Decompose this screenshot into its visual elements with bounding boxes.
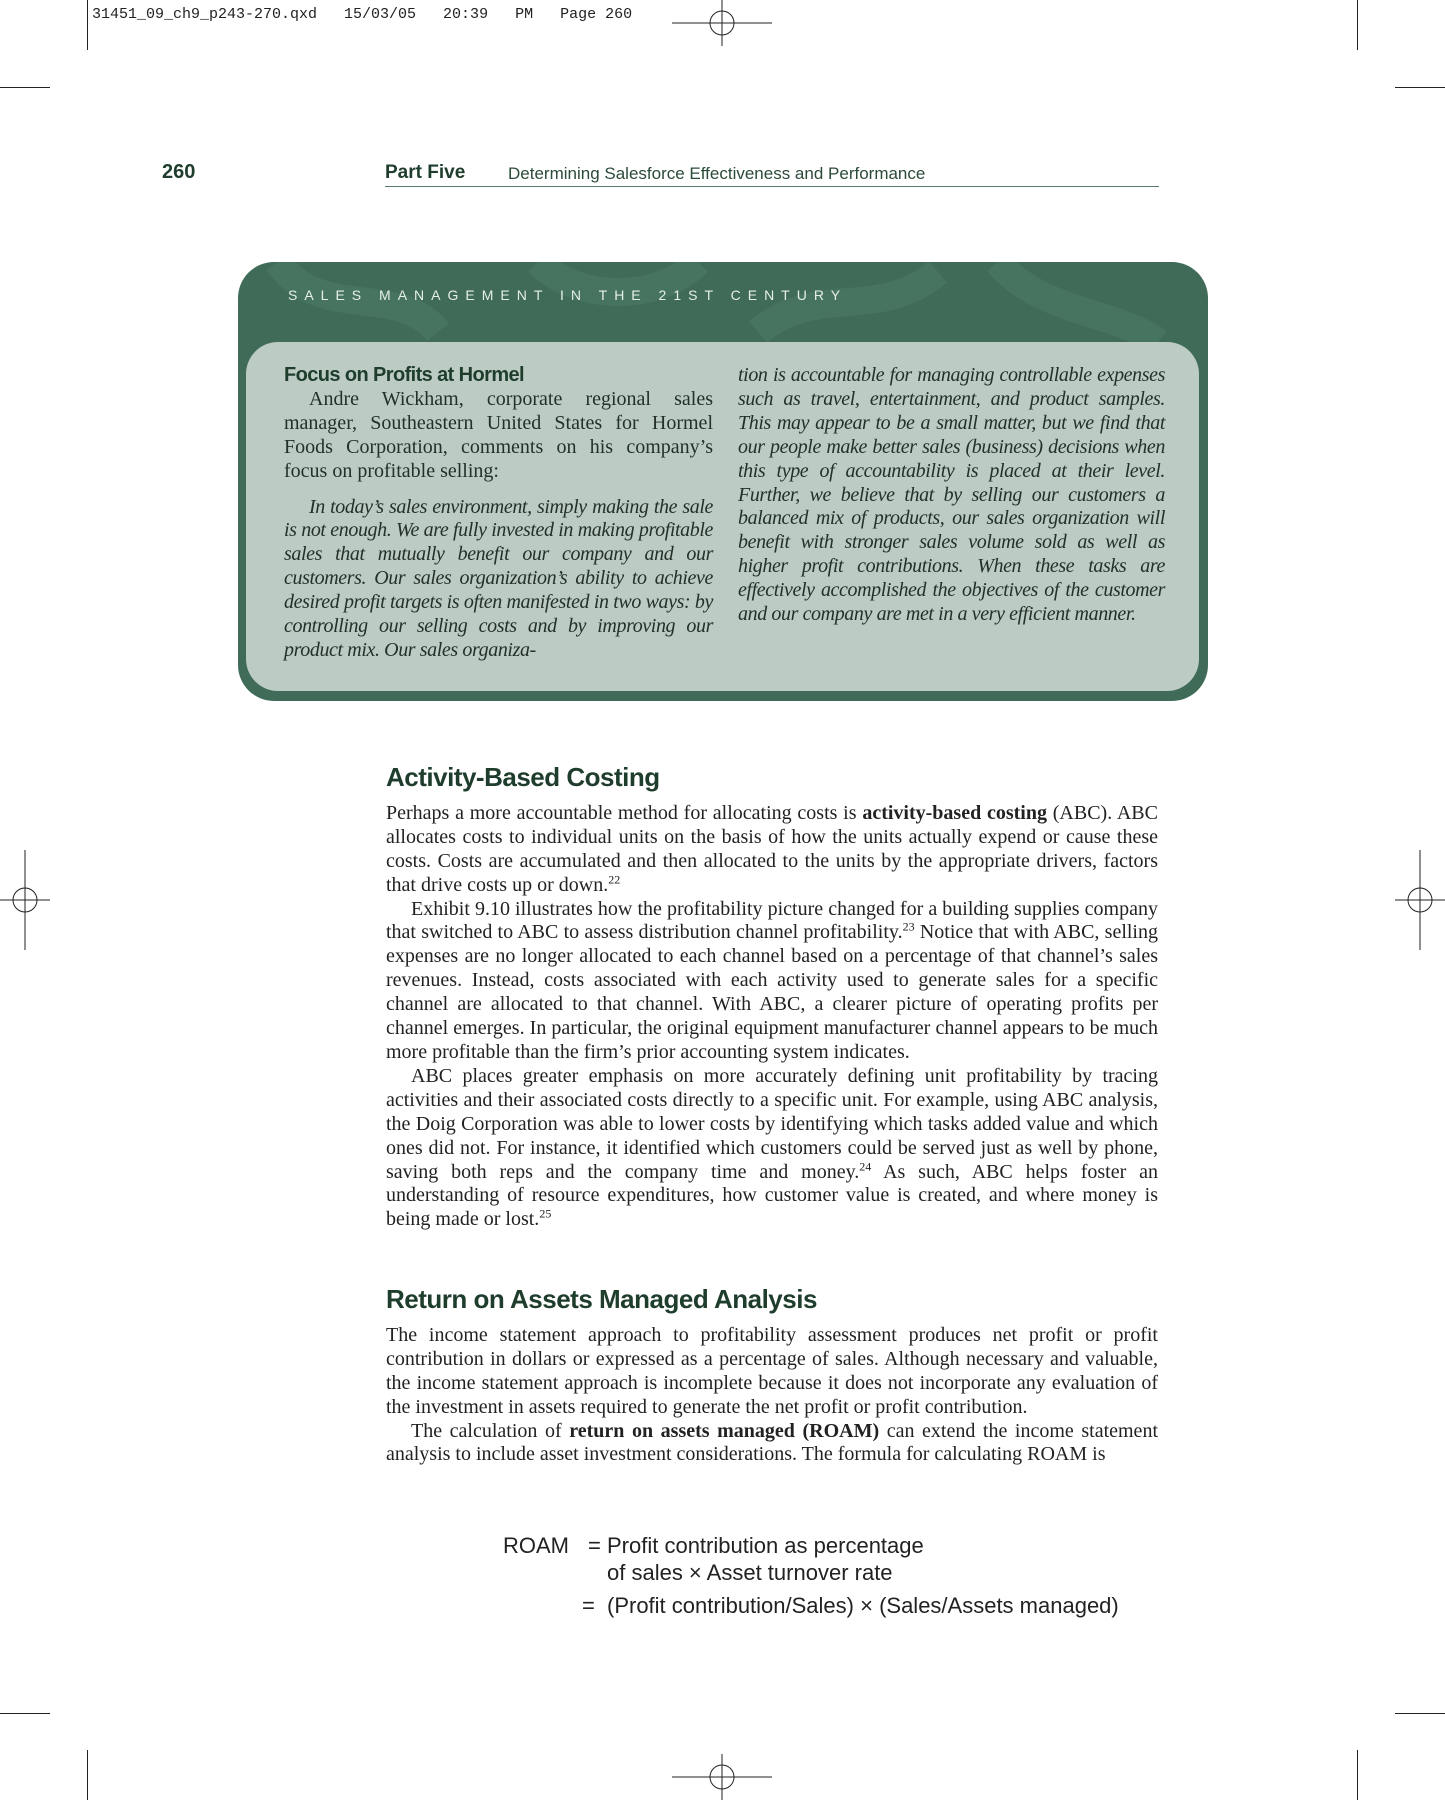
section-roam-analysis xyxy=(386,1284,1158,1467)
formula-line: of sales × Asset turnover rate xyxy=(607,1560,893,1585)
section-heading: Return on Assets Managed Analysis xyxy=(386,1284,817,1314)
box-quote-continued: tion is accountable for managing controllable expenses such as travel, entertainment, and product samples. This may appear to be a small matter, but we find that our people make better sales (business) decisions when this type of accountability is placed at their level. Further, we believe that by selling our customers a balanced mix of products, our sales organization will benefit with stronger sales volume sold as well as higher profit contributions. When these tasks are effectively accomplished the objectives of the customer and our company are met in a very efficient manner. xyxy=(738,364,1165,626)
registration-mark-icon xyxy=(1395,850,1445,950)
paragraph: The calculation of return on assets managed (ROAM) can extend the income statement analysis to include asset investment considerations. The formula for calculating ROAM is xyxy=(386,1419,1158,1466)
paragraph: The income statement approach to profitability assessment produces net profit or profit contribution in dollars or expressed as a percentage of sales. Although necessary and valuable, the income statement approach is incomplete because it does not incorporate any evaluation of the investment in assets required to generate the net profit or profit contribution. xyxy=(386,1323,1158,1418)
box-intro: Andre Wickham, corporate regional sales manager, Southeastern United States for Hormel Foods Corporation, comments on his company’s focus on profitable selling: xyxy=(284,387,713,482)
box-quote: In today’s sales environment, simply making the sale is not enough. We are fully invested in making profitable sales that mutually benefit our company and our customers. Our sales organization’s ability to achieve desired profit targets is often manifested in two ways: by controlling our selling costs and by improving our product mix. Our sales organiza- xyxy=(284,495,713,661)
paragraph: Exhibit 9.10 illustrates how the profitability picture changed for a building supplies company that switched to ABC to assess distribution channel profitability.$^{23}$ Notice that with ABC, selling expenses are no longer allocated to each channel based on a percentage of that channel’s sales revenues. Instead, costs associated with each activity used to generate sales for a specific channel are allocated to that channel. With ABC, a clearer picture of operating profits per channel emerges. In particular, the original equipment manufacturer channel appears to be much more profitable than the firm’s prior accounting system indicates. xyxy=(386,897,1158,1063)
formula-line: Profit contribution as percentage xyxy=(607,1533,924,1558)
crop-mark xyxy=(87,0,88,50)
formula-line: (Profit contribution/Sales) × (Sales/Assets managed) xyxy=(607,1593,1119,1618)
box-banner: SALES MANAGEMENT IN THE 21ST CENTURY xyxy=(288,287,848,303)
crop-mark xyxy=(87,1750,88,1800)
crop-mark xyxy=(1395,87,1445,88)
box-content xyxy=(246,342,1199,691)
paragraph: ABC places greater emphasis on more accurately defining unit profitability by tracing activities and their associated costs directly to a specific unit. For example, using ABC analysis, the Doig Corporation was able to lower costs by identifying which tasks added value and which ones did not. For instance, it identified which customers could be served just as well by phone, saving both reps and the company time and money.$^{24}$ As such, ABC helps foster an understanding of resource expenditures, how customer value is created, and where money is being made or lost.$^{25}$ xyxy=(386,1064,1158,1231)
crop-mark xyxy=(1357,0,1358,50)
page-number: 260 xyxy=(162,161,196,183)
section-heading: Activity-Based Costing xyxy=(386,762,660,792)
registration-mark-icon xyxy=(672,1754,772,1800)
part-label: Part Five xyxy=(385,162,466,183)
crop-mark xyxy=(0,87,50,88)
crop-mark xyxy=(0,1713,50,1714)
crop-mark xyxy=(1357,1750,1358,1800)
crop-mark xyxy=(1395,1713,1445,1714)
header-rule xyxy=(385,186,1159,187)
formula-lhs: ROAM xyxy=(503,1533,569,1558)
paragraph: Perhaps a more accountable method for allocating costs is activity-based costing (ABC). ABC allocates costs to individual units on the basis of how the units actually expend or cause these costs. Costs are accumulated and then allocated to the units by the appropriate drivers, factors that drive costs up or down.$^{22}$ xyxy=(386,801,1158,896)
formula-equals: = xyxy=(582,1593,595,1618)
registration-mark-icon xyxy=(0,850,50,950)
printer-slug: 31451_09_ch9_p243-270.qxd 15/03/05 20:39 PM Page 260 xyxy=(92,6,633,23)
formula-equals: = xyxy=(588,1533,601,1558)
box-column-1 xyxy=(284,364,713,663)
box-column-2 xyxy=(738,364,1165,627)
registration-mark-icon xyxy=(672,0,772,46)
part-title: Determining Salesforce Effectiveness and Performance xyxy=(508,164,926,183)
box-title: Focus on Profits at Hormel xyxy=(284,364,524,386)
sidebar-box xyxy=(238,262,1208,701)
section-activity-based-costing xyxy=(386,762,1158,1232)
